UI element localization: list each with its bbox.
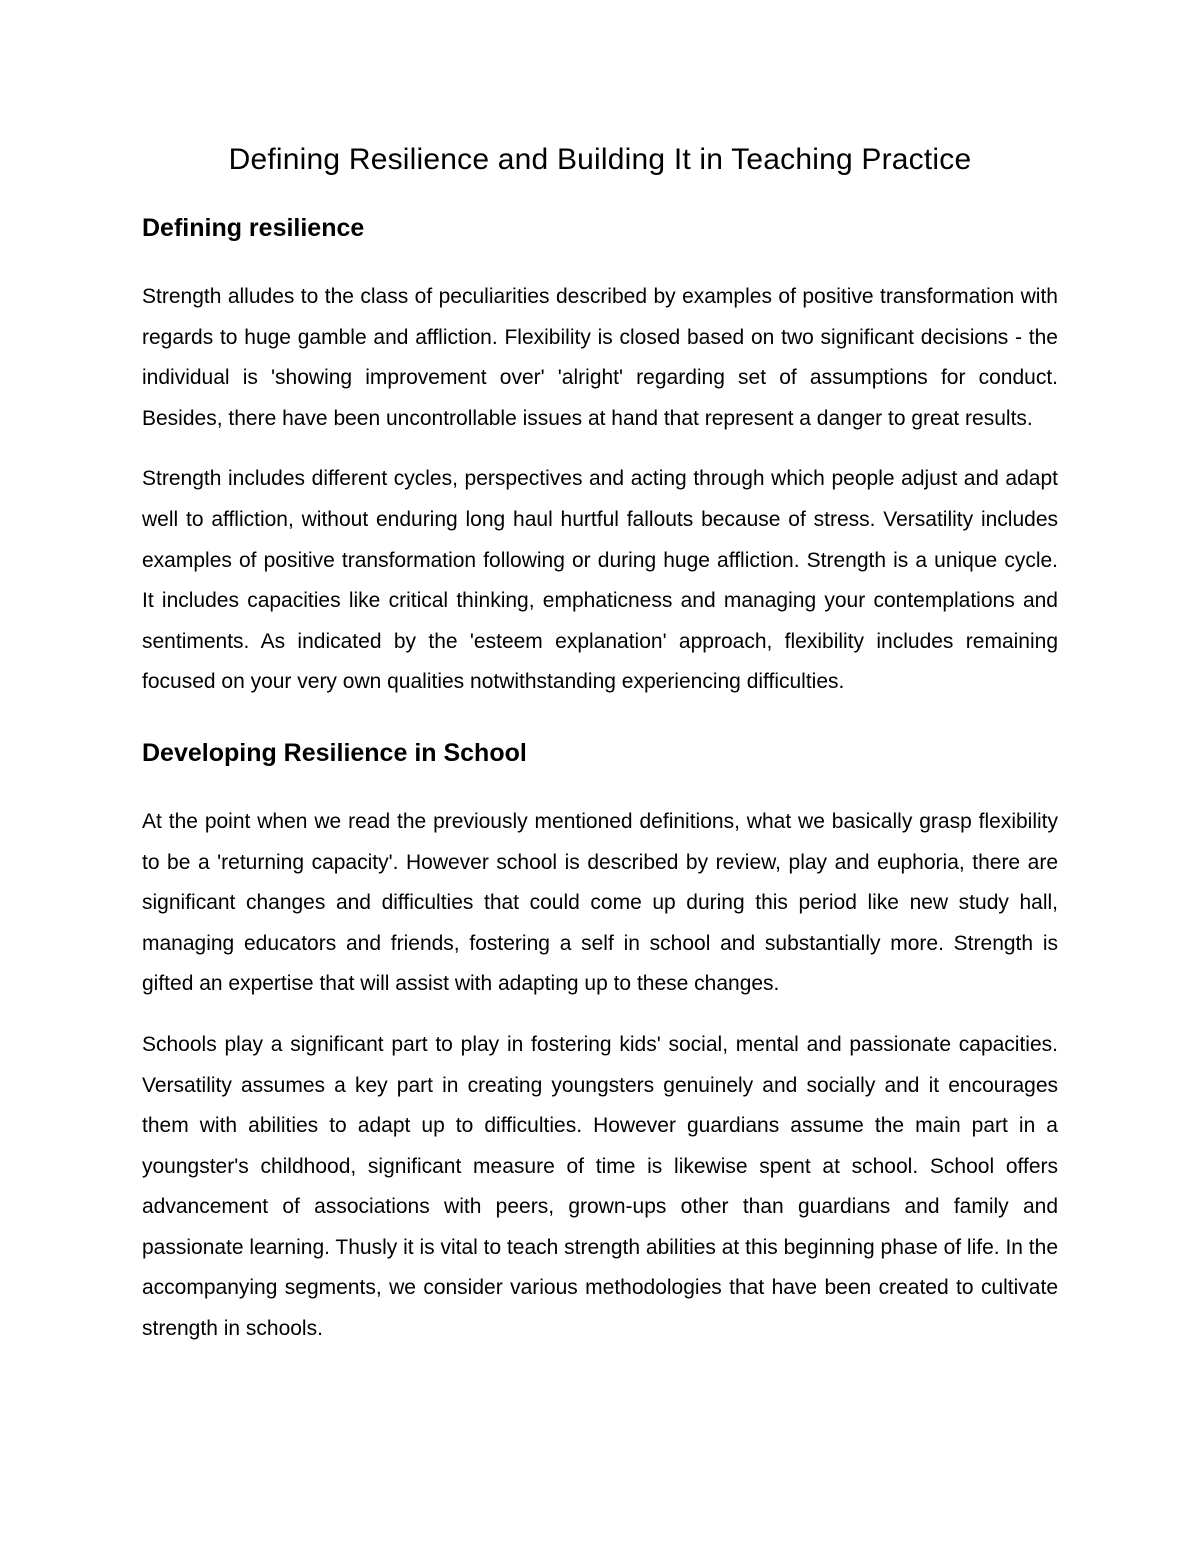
- section-heading-developing-resilience: Developing Resilience in School: [142, 738, 527, 767]
- paragraph: At the point when we read the previously mentioned definitions, what we basically grasp flexibility to be a 'returning capacity'. However school is described by review, play and euphoria, there are significant changes and difficulties that could come up during this period like new study hall, managing educators and friends, fostering a self in school and substantially more. Strength is gifted an expertise that will assist with adapting up to these changes.: [142, 809, 1058, 996]
- paragraph: Schools play a significant part to play in fostering kids' social, mental and passionate capacities. Versatility assumes a key part in creating youngsters genuinely and socially and it encourages them with abilities to adapt up to difficulties. However guardians assume the main part in a youngster's childhood, significant measure of time is likewise spent at school. School offers advancement of associations with peers, grown-ups other than guardians and family and passionate learning. Thusly it is vital to teach strength abilities at this beginning phase of life. In the accompanying segments, we consider various methodologies that have been created to cultivate strength in schools.: [142, 1032, 1058, 1341]
- document-title: Defining Resilience and Building It in Teaching Practice: [228, 143, 972, 176]
- paragraph: Strength alludes to the class of peculiarities described by examples of positive transformation with regards to huge gamble and affliction. Flexibility is closed based on two significant decisions - the individual is 'showing improvement over' 'alright' regarding set of assumptions for conduct. Besides, there have been uncontrollable issues at hand that represent a danger to great results.: [142, 285, 1058, 430]
- section-heading-defining-resilience: Defining resilience: [142, 214, 365, 242]
- document-page: [142, 140, 1058, 1350]
- paragraph: Strength includes different cycles, perspectives and acting through which people adjust and adapt well to affliction, without enduring long haul hurtful fallouts because of stress. Versatility includes examples of positive transformation following or during huge affliction. Strength is a unique cycle. It includes capacities like critical thinking, emphaticness and managing your contemplations and sentiments. As indicated by the 'esteem explanation' approach, flexibility includes remaining focused on your very own qualities notwithstanding experiencing difficulties.: [142, 467, 1058, 694]
